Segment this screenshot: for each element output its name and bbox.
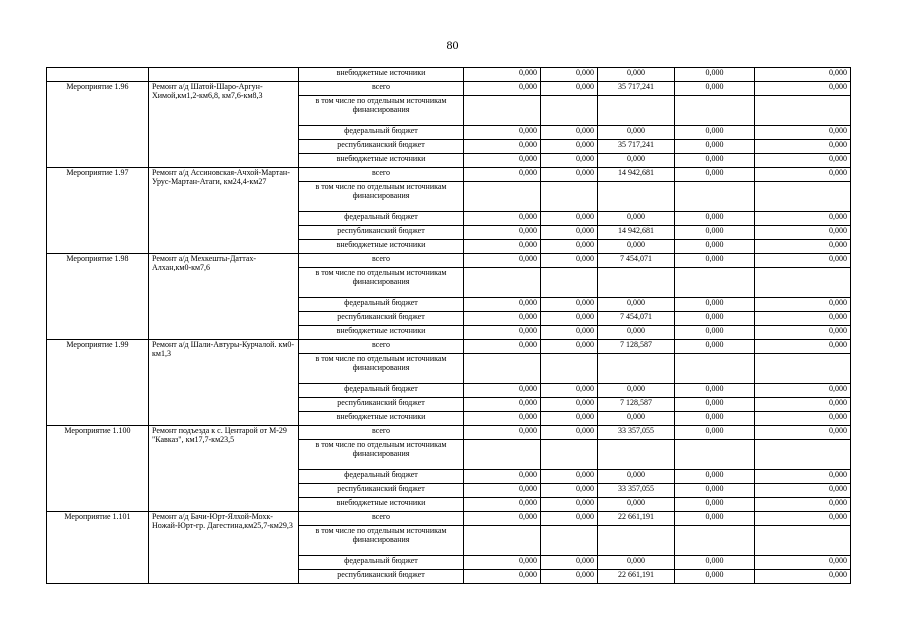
measure-code-cell [47,68,149,82]
funding-source-cell: в том числе по отдельным источникам финансирования [299,182,464,212]
value-cell [541,96,598,126]
value-cell: 22 661,191 [598,512,675,526]
funding-table [46,67,851,584]
funding-source-cell: всего [299,168,464,182]
value-cell: 0,000 [541,398,598,412]
table-row [47,82,851,96]
value-cell: 0,000 [755,68,851,82]
value-cell: 0,000 [598,556,675,570]
value-cell: 0,000 [598,470,675,484]
value-cell: 0,000 [598,154,675,168]
value-cell [541,354,598,384]
value-cell [541,268,598,298]
funding-source-cell: республиканский бюджет [299,312,464,326]
value-cell [464,526,541,556]
value-cell: 0,000 [755,484,851,498]
value-cell: 0,000 [464,412,541,426]
value-cell: 0,000 [464,154,541,168]
value-cell: 0,000 [464,484,541,498]
funding-source-cell: федеральный бюджет [299,384,464,398]
value-cell: 0,000 [541,470,598,484]
value-cell: 0,000 [464,168,541,182]
value-cell: 0,000 [541,212,598,226]
measure-name-cell: Ремонт а/д Ассиновская-Ачхой-Мартан-Урус-Мартан-Атаги, км24,4-км27 [149,168,299,254]
value-cell: 0,000 [755,556,851,570]
value-cell [464,182,541,212]
table-row [47,340,851,354]
value-cell: 0,000 [598,68,675,82]
funding-source-cell: внебюджетные источники [299,326,464,340]
value-cell [464,440,541,470]
value-cell: 0,000 [464,240,541,254]
value-cell: 0,000 [541,82,598,96]
value-cell: 35 717,241 [598,140,675,154]
value-cell: 0,000 [755,126,851,140]
value-cell: 0,000 [541,498,598,512]
value-cell: 0,000 [464,570,541,584]
value-cell: 0,000 [541,126,598,140]
value-cell [464,354,541,384]
value-cell: 0,000 [755,498,851,512]
funding-source-cell: внебюджетные источники [299,154,464,168]
value-cell: 0,000 [541,570,598,584]
value-cell: 0,000 [675,470,755,484]
value-cell: 0,000 [464,398,541,412]
measure-name-cell: Ремонт подъезда к с. Центарой от М-29 "Кавказ", км17,7-км23,5 [149,426,299,512]
funding-source-cell: внебюджетные источники [299,240,464,254]
value-cell [541,440,598,470]
value-cell: 33 357,055 [598,484,675,498]
value-cell: 0,000 [675,412,755,426]
value-cell: 0,000 [541,340,598,354]
value-cell: 7 454,071 [598,254,675,268]
measure-name-cell: Ремонт а/д Мехкешты-Даттах-Алхан,км0-км7,6 [149,254,299,340]
value-cell: 0,000 [464,298,541,312]
value-cell: 0,000 [675,326,755,340]
value-cell: 0,000 [541,556,598,570]
measure-code-cell: Мероприятие 1.97 [47,168,149,254]
value-cell: 0,000 [755,168,851,182]
value-cell: 0,000 [464,426,541,440]
value-cell: 0,000 [541,226,598,240]
value-cell: 0,000 [464,226,541,240]
value-cell: 0,000 [598,498,675,512]
value-cell: 0,000 [755,226,851,240]
table-row [47,254,851,268]
funding-source-cell: всего [299,340,464,354]
value-cell: 0,000 [541,512,598,526]
value-cell: 0,000 [675,126,755,140]
value-cell: 0,000 [675,484,755,498]
value-cell: 0,000 [755,140,851,154]
value-cell: 0,000 [755,154,851,168]
value-cell: 0,000 [598,298,675,312]
funding-source-cell: в том числе по отдельным источникам финансирования [299,440,464,470]
value-cell: 0,000 [464,326,541,340]
value-cell [755,182,851,212]
value-cell: 0,000 [675,298,755,312]
measure-name-cell: Ремонт а/д Бачи-Юрт-Ялхой-Мохк-Ножай-Юрт-гр. Дагестина,км25,7-км29,3 [149,512,299,584]
value-cell: 0,000 [541,298,598,312]
value-cell: 0,000 [675,226,755,240]
value-cell: 0,000 [675,212,755,226]
value-cell [675,440,755,470]
value-cell: 7 454,071 [598,312,675,326]
value-cell: 0,000 [675,384,755,398]
value-cell: 0,000 [541,254,598,268]
value-cell: 7 128,587 [598,340,675,354]
value-cell: 0,000 [464,212,541,226]
funding-source-cell: федеральный бюджет [299,212,464,226]
value-cell: 0,000 [541,426,598,440]
value-cell [541,526,598,556]
value-cell [464,96,541,126]
value-cell: 0,000 [464,312,541,326]
value-cell [755,268,851,298]
table-row [47,512,851,526]
value-cell: 0,000 [755,240,851,254]
value-cell: 0,000 [755,312,851,326]
value-cell: 0,000 [755,398,851,412]
funding-source-cell: республиканский бюджет [299,140,464,154]
value-cell [755,526,851,556]
funding-source-cell: республиканский бюджет [299,398,464,412]
measure-name-cell: Ремонт а/д Шатой-Шаро-Аргун-Химой,км1,2-км6,8, км7,6-км8,3 [149,82,299,168]
value-cell: 0,000 [541,412,598,426]
value-cell: 0,000 [598,126,675,140]
value-cell: 0,000 [541,312,598,326]
value-cell: 0,000 [755,412,851,426]
value-cell: 0,000 [675,426,755,440]
funding-source-cell: в том числе по отдельным источникам финансирования [299,354,464,384]
measure-code-cell: Мероприятие 1.99 [47,340,149,426]
value-cell: 0,000 [675,68,755,82]
value-cell: 33 357,055 [598,426,675,440]
value-cell: 0,000 [675,498,755,512]
value-cell: 0,000 [675,240,755,254]
value-cell: 0,000 [464,68,541,82]
measure-code-cell: Мероприятие 1.100 [47,426,149,512]
value-cell [675,526,755,556]
funding-source-cell: внебюджетные источники [299,68,464,82]
value-cell: 0,000 [675,82,755,96]
funding-source-cell: федеральный бюджет [299,126,464,140]
measure-code-cell: Мероприятие 1.101 [47,512,149,584]
value-cell: 0,000 [675,140,755,154]
funding-source-cell: всего [299,512,464,526]
value-cell: 0,000 [598,412,675,426]
value-cell: 0,000 [755,512,851,526]
value-cell: 0,000 [755,570,851,584]
funding-source-cell: в том числе по отдельным источникам финансирования [299,526,464,556]
value-cell: 0,000 [541,326,598,340]
value-cell: 0,000 [675,312,755,326]
table-row [47,168,851,182]
value-cell: 7 128,587 [598,398,675,412]
value-cell: 0,000 [755,82,851,96]
page-number: 80 [446,38,459,52]
measure-code-cell: Мероприятие 1.96 [47,82,149,168]
value-cell: 0,000 [675,254,755,268]
value-cell [755,440,851,470]
value-cell: 0,000 [541,168,598,182]
value-cell: 0,000 [541,484,598,498]
value-cell: 0,000 [755,426,851,440]
value-cell: 0,000 [755,298,851,312]
value-cell [598,182,675,212]
value-cell: 0,000 [464,512,541,526]
value-cell: 0,000 [464,82,541,96]
value-cell: 0,000 [464,340,541,354]
value-cell: 0,000 [598,212,675,226]
value-cell: 0,000 [755,326,851,340]
value-cell: 0,000 [598,326,675,340]
funding-source-cell: федеральный бюджет [299,298,464,312]
value-cell: 0,000 [464,384,541,398]
value-cell [598,96,675,126]
value-cell: 0,000 [755,254,851,268]
value-cell: 0,000 [541,68,598,82]
value-cell: 0,000 [464,254,541,268]
value-cell: 0,000 [675,556,755,570]
value-cell: 0,000 [541,240,598,254]
value-cell [598,268,675,298]
value-cell: 0,000 [755,212,851,226]
funding-source-cell: в том числе по отдельным источникам финансирования [299,268,464,298]
table-row [47,68,851,82]
value-cell: 0,000 [464,126,541,140]
value-cell: 0,000 [675,512,755,526]
value-cell: 0,000 [675,154,755,168]
value-cell: 0,000 [464,140,541,154]
value-cell [598,526,675,556]
funding-source-cell: в том числе по отдельным источникам финансирования [299,96,464,126]
value-cell [755,96,851,126]
measure-code-cell: Мероприятие 1.98 [47,254,149,340]
value-cell: 0,000 [755,340,851,354]
table-row [47,426,851,440]
funding-source-cell: внебюджетные источники [299,412,464,426]
funding-source-cell: всего [299,426,464,440]
value-cell: 22 661,191 [598,570,675,584]
value-cell: 0,000 [598,384,675,398]
value-cell: 0,000 [541,140,598,154]
value-cell: 0,000 [598,240,675,254]
value-cell: 0,000 [675,570,755,584]
value-cell: 0,000 [755,384,851,398]
value-cell [675,96,755,126]
funding-source-cell: федеральный бюджет [299,470,464,484]
measure-name-cell: Ремонт а/д Шали-Автуры-Курчалой. км0-км1,3 [149,340,299,426]
value-cell: 0,000 [464,498,541,512]
funding-source-cell: всего [299,254,464,268]
value-cell: 0,000 [675,168,755,182]
value-cell [675,268,755,298]
value-cell [464,268,541,298]
value-cell [598,354,675,384]
funding-source-cell: всего [299,82,464,96]
value-cell: 14 942,681 [598,226,675,240]
funding-source-cell: внебюджетные источники [299,498,464,512]
value-cell: 0,000 [541,384,598,398]
value-cell: 0,000 [675,398,755,412]
value-cell: 14 942,681 [598,168,675,182]
value-cell [675,182,755,212]
value-cell [541,182,598,212]
value-cell [755,354,851,384]
value-cell [675,354,755,384]
funding-source-cell: федеральный бюджет [299,556,464,570]
funding-source-cell: республиканский бюджет [299,570,464,584]
value-cell: 0,000 [541,154,598,168]
value-cell: 0,000 [675,340,755,354]
funding-source-cell: республиканский бюджет [299,226,464,240]
funding-source-cell: республиканский бюджет [299,484,464,498]
value-cell [598,440,675,470]
value-cell: 35 717,241 [598,82,675,96]
value-cell: 0,000 [755,470,851,484]
value-cell: 0,000 [464,470,541,484]
measure-name-cell [149,68,299,82]
value-cell: 0,000 [464,556,541,570]
